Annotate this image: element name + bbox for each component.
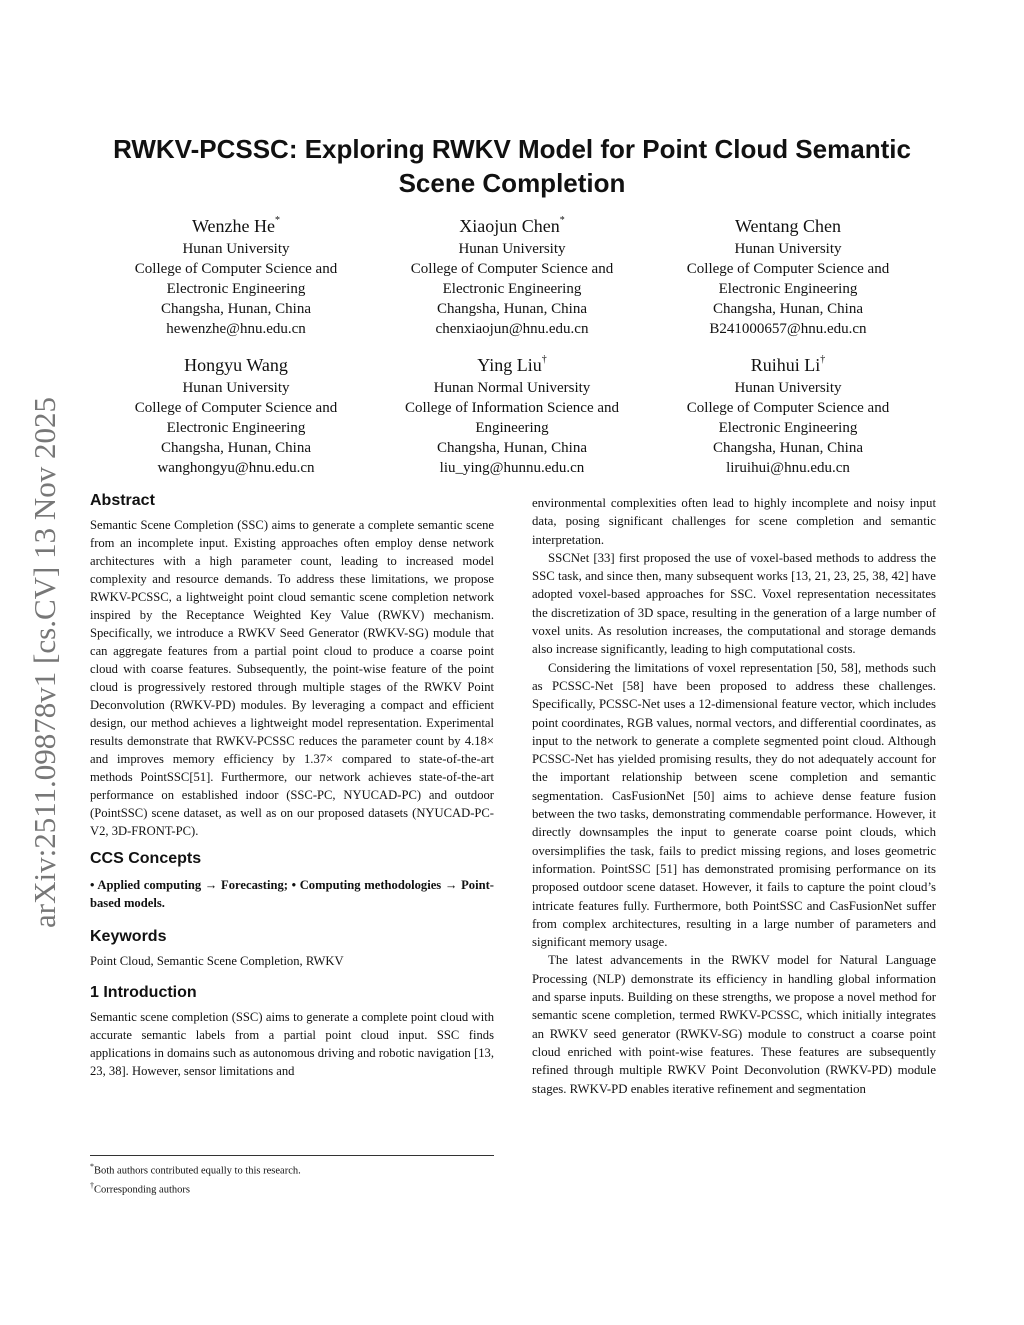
author-mark: * bbox=[275, 215, 280, 226]
introduction-paragraph-4: The latest advancements in the RWKV model for Natural Language Processing (NLP) demonstrate its efficiency in handling global information and sparse inputs. Building on these strengths, we propose a novel method for semantic scene completion, termed RWKV-PCSSC, which initially integrates an RWKV seed generator (RWKV-SG) module to construct a coarse point cloud enriched with point-wise features. These features are subsequently refined through multiple RWKV Point Deconvolution (RWKV-PD) module stages. RWKV-PD enables iterative refinement and segmentation bbox=[532, 953, 936, 1096]
introduction-paragraph-2: SSCNet [33] first proposed the use of voxel-based methods to address the SSC task, and since then, many subsequent works [13, 21, 23, 25, 38, 42] have adopted voxel-based approaches for SSC. Voxel representation necessitates the discretization of 3D space, resulting in the generation of a large number of voxel units. As resolution increases, the computational and storage demands also increase significantly, leading to high computational costs. bbox=[532, 550, 936, 657]
author-department: College of Computer Science and bbox=[134, 261, 338, 277]
abstract-heading: Abstract bbox=[90, 492, 155, 509]
author-name: Hongyu Wang bbox=[184, 355, 288, 375]
author-department: College of Computer Science and bbox=[410, 261, 614, 277]
author-name: Ruihui Li bbox=[750, 355, 821, 375]
author-2 bbox=[374, 214, 650, 339]
author-block bbox=[98, 214, 926, 478]
author-1 bbox=[98, 214, 374, 339]
author-name: Wenzhe He bbox=[191, 216, 275, 236]
author-affiliation: Hunan University bbox=[458, 241, 566, 257]
author-email: wanghongyu@hnu.edu.cn bbox=[157, 460, 315, 476]
introduction-paragraph-3: Considering the limitations of voxel representation [50, 58], methods such as PCSSC-Net [58] have been proposed to address these challenges. Specifically, PCSSC-Net uses a 12-dimensional feature vector, which includes point coordinates, RGB values, normal vectors, and differential coordinates, as input to the network to generate a complete segmented point cloud. Although PCSSC-Net has yielded promising results, they do not adequately account for the important relationship between scene completion and semantic segmentation. CasFusionNet [50] aims to achieve dense feature fusion between the two tasks, demonstrating commendable performance. However, it directly downsamples the input to generate coarse point clouds, which oversimplifies the task, fails to predict missing regions, and loses geometric information. PointSSC [51] has demonstrated promising performance on its proposed outdoor scene dataset. However, it fails to capture the point cloud’s intricate features fully. Furthermore, both PointSSC and CasFusionNet suffer from complex architectures, resulting in a large number of parameters and significant memory usage. bbox=[532, 660, 936, 950]
author-name: Xiaojun Chen bbox=[459, 216, 560, 236]
introduction-paragraph-1: Semantic scene completion (SSC) aims to generate a complete point cloud with accurate semantic labels from a partial point cloud input. SSC finds applications in domains such as autonomous driving and robotic navigation [13, 23, 38]. However, sensor limitations and bbox=[90, 1010, 494, 1078]
author-department-cont: Engineering bbox=[475, 420, 549, 436]
author-affiliation: Hunan University bbox=[182, 241, 290, 257]
author-5 bbox=[374, 353, 650, 478]
author-affiliation: Hunan University bbox=[734, 241, 842, 257]
author-department-cont: Electronic Engineering bbox=[166, 281, 306, 297]
author-location: Changsha, Hunan, China bbox=[437, 301, 587, 317]
author-department-cont: Electronic Engineering bbox=[718, 281, 858, 297]
author-department-cont: Electronic Engineering bbox=[166, 420, 306, 436]
keywords-heading: Keywords bbox=[90, 928, 167, 945]
author-location: Changsha, Hunan, China bbox=[713, 440, 863, 456]
author-email: B241000657@hnu.edu.cn bbox=[709, 321, 867, 337]
keywords-text: Point Cloud, Semantic Scene Completion, RWKV bbox=[90, 954, 344, 968]
author-location: Changsha, Hunan, China bbox=[713, 301, 863, 317]
footnote-equal-contribution bbox=[90, 1160, 494, 1179]
author-department: College of Information Science and bbox=[404, 400, 620, 416]
author-affiliation: Hunan University bbox=[734, 380, 842, 396]
author-email: liu_ying@hunnu.edu.cn bbox=[439, 460, 585, 476]
left-column bbox=[90, 490, 494, 1080]
ccs-concepts-text: • Applied computing → Forecasting; • Computing methodologies → Point-based models. bbox=[90, 878, 494, 910]
abstract-text: Semantic Scene Completion (SSC) aims to generate a complete semantic scene from an incomplete input. Existing approaches often employ dense network architectures with a high parameter count, leading to increased model complexity and resource demands. To address these limitations, we propose RWKV-PCSSC, a lightweight point cloud semantic scene completion network inspired by the Receptance Weighted Key Value (RWKV) mechanism. Specifically, we introduce a RWKV Seed Generator (RWKV-SG) module that can aggregate features from a partial point cloud to produce a coarse point cloud with coarse features. Subsequently, the point-wise feature of the point cloud is progressively restored through multiple stages of the RWKV Point Deconvolution (RWKV-PD) modules. By leveraging a compact and efficient design, our method achieves a lightweight model representation. Experimental results demonstrate that RWKV-PCSSC reduces the parameter count by 4.18× and improves memory efficiency by 1.37× compared to state-of-the-art methods PointSSC[51]. Furthermore, our network achieves state-of-the-art performance on established indoor (SSC-PC, NYUCAD-PC) and outdoor (PointSSC) scene dataset, as well as on our proposed datasets (NYUCAD-PC-V2, 3D-FRONT-PC). bbox=[90, 518, 494, 838]
author-affiliation: Hunan Normal University bbox=[433, 380, 591, 396]
introduction-paragraph-1-cont: environmental complexities often lead to highly incomplete and noisy input data, posing significant challenges for scene completion and semantic interpretation. bbox=[532, 496, 936, 547]
author-department-cont: Electronic Engineering bbox=[442, 281, 582, 297]
author-department: College of Computer Science and bbox=[686, 261, 890, 277]
author-name: Wentang Chen bbox=[734, 216, 842, 236]
author-department: College of Computer Science and bbox=[134, 400, 338, 416]
author-affiliation: Hunan University bbox=[182, 380, 290, 396]
author-email: chenxiaojun@hnu.edu.cn bbox=[435, 321, 589, 337]
author-location: Changsha, Hunan, China bbox=[161, 440, 311, 456]
arxiv-identifier: arXiv:2511.09878v1 [cs.CV] 13 Nov 2025 bbox=[27, 397, 62, 928]
author-name: Ying Liu bbox=[477, 355, 542, 375]
author-location: Changsha, Hunan, China bbox=[161, 301, 311, 317]
right-column bbox=[532, 494, 936, 1098]
author-email: hewenzhe@hnu.edu.cn bbox=[166, 321, 306, 337]
author-location: Changsha, Hunan, China bbox=[437, 440, 587, 456]
arxiv-side-stamp bbox=[24, 365, 66, 960]
footnotes bbox=[90, 1155, 494, 1197]
footnote-corresponding bbox=[90, 1179, 494, 1198]
ccs-heading: CCS Concepts bbox=[90, 850, 202, 867]
author-department: College of Computer Science and bbox=[686, 400, 890, 416]
author-mark: † bbox=[820, 354, 826, 365]
author-4 bbox=[98, 353, 374, 478]
footnote-text: Corresponding authors bbox=[94, 1184, 190, 1195]
author-6 bbox=[650, 353, 926, 478]
author-department-cont: Electronic Engineering bbox=[718, 420, 858, 436]
author-mark: * bbox=[559, 215, 565, 226]
author-mark: † bbox=[541, 354, 547, 365]
author-email: liruihui@hnu.edu.cn bbox=[726, 460, 850, 476]
footnote-text: Both authors contributed equally to this research. bbox=[94, 1165, 301, 1177]
footnote-mark: † bbox=[90, 1180, 94, 1190]
author-3 bbox=[650, 214, 926, 339]
paper-title: RWKV-PCSSC: Exploring RWKV Model for Point Cloud Semantic Scene Completion bbox=[113, 134, 911, 198]
footnote-mark: * bbox=[90, 1162, 94, 1171]
introduction-heading: 1 Introduction bbox=[90, 984, 197, 1001]
